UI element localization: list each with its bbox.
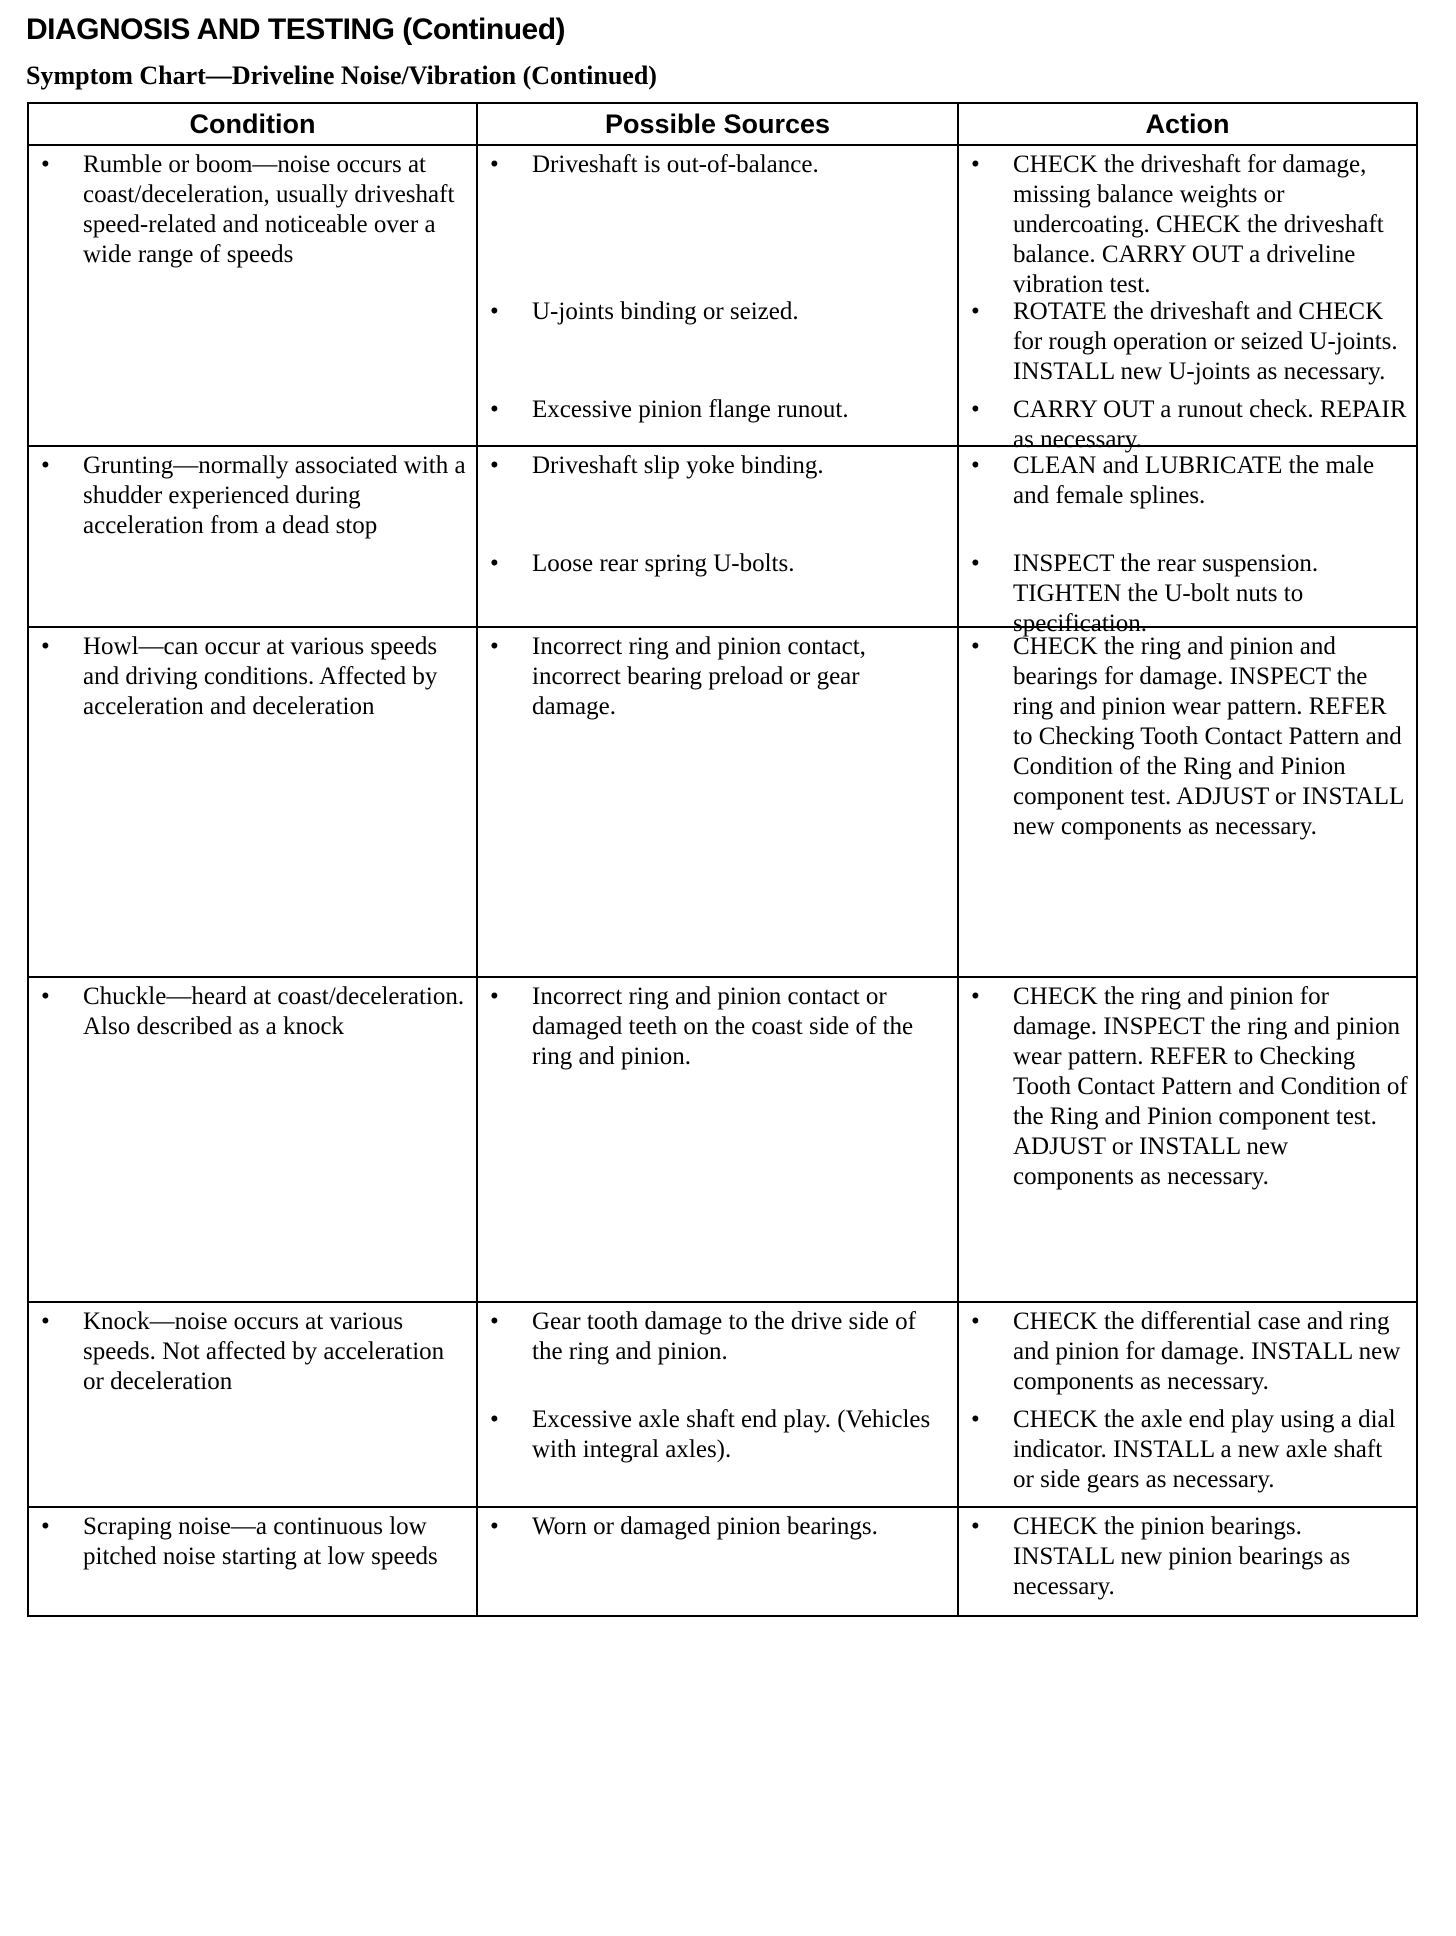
- column-header-condition: Condition: [28, 103, 477, 145]
- action-item: [971, 297, 1408, 387]
- condition-cell: [28, 446, 477, 627]
- bullet-icon: •: [41, 633, 50, 660]
- action-item: [971, 982, 1408, 1192]
- condition-item: [41, 632, 468, 722]
- table-row: [28, 1507, 1417, 1616]
- condition-item: [41, 1307, 468, 1397]
- condition-item: [41, 451, 468, 541]
- action-item: [971, 451, 1408, 511]
- action-item: [971, 549, 1408, 639]
- source-item-text: Incorrect ring and pinion contact or damaged teeth on the coast side of the ring and pinion.: [532, 983, 914, 1070]
- action-item-text: CHECK the pinion bearings. INSTALL new pinion bearings as necessary.: [1013, 1513, 1351, 1600]
- action-item: [971, 395, 1408, 455]
- action-item-text: CHECK the ring and pinion and bearings for damage. INSPECT the ring and pinion wear pattern. REFER to Checking Tooth Contact Pattern and Condition of the Ring and Pinion component test. ADJUST or INSTALL new components as necessary.: [1013, 633, 1404, 840]
- table-row: [28, 1302, 1417, 1507]
- possible-sources-cell: [477, 446, 958, 627]
- bullet-icon: •: [971, 1308, 980, 1335]
- action-item-text: CHECK the differential case and ring and pinion for damage. INSTALL new components as necessary.: [1013, 1308, 1401, 1395]
- action-item: [971, 632, 1408, 842]
- bullet-icon: •: [971, 550, 980, 577]
- condition-item-text: Chuckle—heard at coast/deceleration. Also described as a knock: [83, 983, 465, 1040]
- condition-item-text: Howl—can occur at various speeds and driving conditions. Affected by acceleration and deceleration: [83, 633, 438, 720]
- source-item-text: Gear tooth damage to the drive side of the ring and pinion.: [532, 1308, 916, 1365]
- bullet-icon: •: [971, 452, 980, 479]
- action-item-text: CHECK the ring and pinion for damage. INSPECT the ring and pinion wear pattern. REFER to Checking Tooth Contact Pattern and Condition of the Ring and Pinion component test. ADJUST or INSTALL new components as necessary.: [1013, 983, 1408, 1190]
- action-item: [971, 1405, 1408, 1495]
- possible-sources-cell: [477, 977, 958, 1302]
- condition-item: [41, 150, 468, 270]
- bullet-icon: •: [490, 151, 499, 178]
- bullet-icon: •: [41, 1308, 50, 1335]
- action-item: [971, 1307, 1408, 1397]
- bullet-icon: •: [971, 151, 980, 178]
- action-item-text: CHECK the axle end play using a dial indicator. INSTALL a new axle shaft or side gears as necessary.: [1013, 1406, 1396, 1493]
- source-item: [490, 1512, 949, 1542]
- action-item-text: CLEAN and LUBRICATE the male and female splines.: [1013, 452, 1375, 509]
- source-item-text: Driveshaft slip yoke binding.: [532, 452, 824, 479]
- condition-cell: [28, 1507, 477, 1616]
- source-item-text: Loose rear spring U-bolts.: [532, 550, 795, 577]
- bullet-icon: •: [41, 452, 50, 479]
- action-item-text: ROTATE the driveshaft and CHECK for rough operation or seized U-joints. INSTALL new U-joints as necessary.: [1013, 298, 1398, 385]
- bullet-icon: •: [490, 1308, 499, 1335]
- source-item: [490, 451, 949, 481]
- condition-cell: [28, 1302, 477, 1507]
- bullet-icon: •: [490, 633, 499, 660]
- condition-item-text: Scraping noise—a continuous low pitched noise starting at low speeds: [83, 1513, 438, 1570]
- bullet-icon: •: [41, 151, 50, 178]
- source-item: [490, 297, 949, 327]
- source-item: [490, 549, 949, 579]
- bullet-icon: •: [490, 452, 499, 479]
- possible-sources-cell: [477, 627, 958, 977]
- source-item: [490, 982, 949, 1072]
- action-cell: [958, 977, 1417, 1302]
- page-title: DIAGNOSIS AND TESTING (Continued): [26, 13, 566, 46]
- condition-cell: [28, 627, 477, 977]
- column-header-possible-sources: Possible Sources: [477, 103, 958, 145]
- table-header-row: [28, 103, 1417, 145]
- possible-sources-cell: [477, 1507, 958, 1616]
- chart-subtitle: Symptom Chart—Driveline Noise/Vibration (Continued): [26, 61, 657, 90]
- bullet-icon: •: [490, 983, 499, 1010]
- bullet-icon: •: [971, 298, 980, 325]
- action-cell: [958, 145, 1417, 453]
- bullet-icon: •: [971, 396, 980, 423]
- bullet-icon: •: [490, 1513, 499, 1540]
- bullet-icon: •: [490, 550, 499, 577]
- action-item-text: CARRY OUT a runout check. REPAIR as necessary.: [1013, 396, 1407, 453]
- action-item: [971, 150, 1408, 300]
- action-cell: [958, 1507, 1417, 1616]
- condition-item-text: Grunting—normally associated with a shudder experienced during acceleration from a dead stop: [83, 452, 466, 539]
- bullet-icon: •: [490, 1406, 499, 1433]
- source-item: [490, 1307, 949, 1367]
- bullet-icon: •: [971, 1513, 980, 1540]
- condition-cell: [28, 977, 477, 1302]
- bullet-icon: •: [971, 633, 980, 660]
- source-item-text: Incorrect ring and pinion contact, incorrect bearing preload or gear damage.: [532, 633, 866, 720]
- bullet-icon: •: [971, 1406, 980, 1433]
- symptom-chart-table: [27, 102, 1418, 1617]
- source-item: [490, 632, 949, 722]
- source-item-text: U-joints binding or seized.: [532, 298, 799, 325]
- condition-item-text: Knock—noise occurs at various speeds. Not affected by acceleration or deceleration: [83, 1308, 445, 1395]
- action-item-text: INSPECT the rear suspension. TIGHTEN the U-bolt nuts to specification.: [1013, 550, 1319, 637]
- action-item: [971, 1512, 1408, 1602]
- column-header-action: Action: [958, 103, 1417, 145]
- table-row: [28, 627, 1417, 977]
- source-item-text: Excessive pinion flange runout.: [532, 396, 849, 423]
- action-cell: [958, 446, 1417, 637]
- bullet-icon: •: [490, 298, 499, 325]
- source-item-text: Worn or damaged pinion bearings.: [532, 1513, 878, 1540]
- bullet-icon: •: [41, 983, 50, 1010]
- bullet-icon: •: [971, 983, 980, 1010]
- condition-item: [41, 1512, 468, 1572]
- condition-item-text: Rumble or boom—noise occurs at coast/deceleration, usually driveshaft speed-related and noticeable over a wide range of speeds: [83, 151, 455, 268]
- possible-sources-cell: [477, 1302, 958, 1507]
- action-cell: [958, 627, 1417, 977]
- table-row: [28, 977, 1417, 1302]
- condition-item: [41, 982, 468, 1042]
- possible-sources-cell: [477, 145, 958, 446]
- bullet-icon: •: [41, 1513, 50, 1540]
- action-item-text: CHECK the driveshaft for damage, missing balance weights or undercoating. CHECK the driveshaft balance. CARRY OUT a driveline vibration test.: [1013, 151, 1384, 298]
- table-row: [28, 446, 1417, 627]
- condition-cell: [28, 145, 477, 446]
- bullet-icon: •: [490, 396, 499, 423]
- action-cell: [958, 1302, 1417, 1507]
- source-item: [490, 395, 949, 425]
- source-item-text: Driveshaft is out-of-balance.: [532, 151, 819, 178]
- source-item: [490, 150, 949, 180]
- source-item: [490, 1405, 949, 1465]
- source-item-text: Excessive axle shaft end play. (Vehicles with integral axles).: [532, 1406, 931, 1463]
- table-row: [28, 145, 1417, 446]
